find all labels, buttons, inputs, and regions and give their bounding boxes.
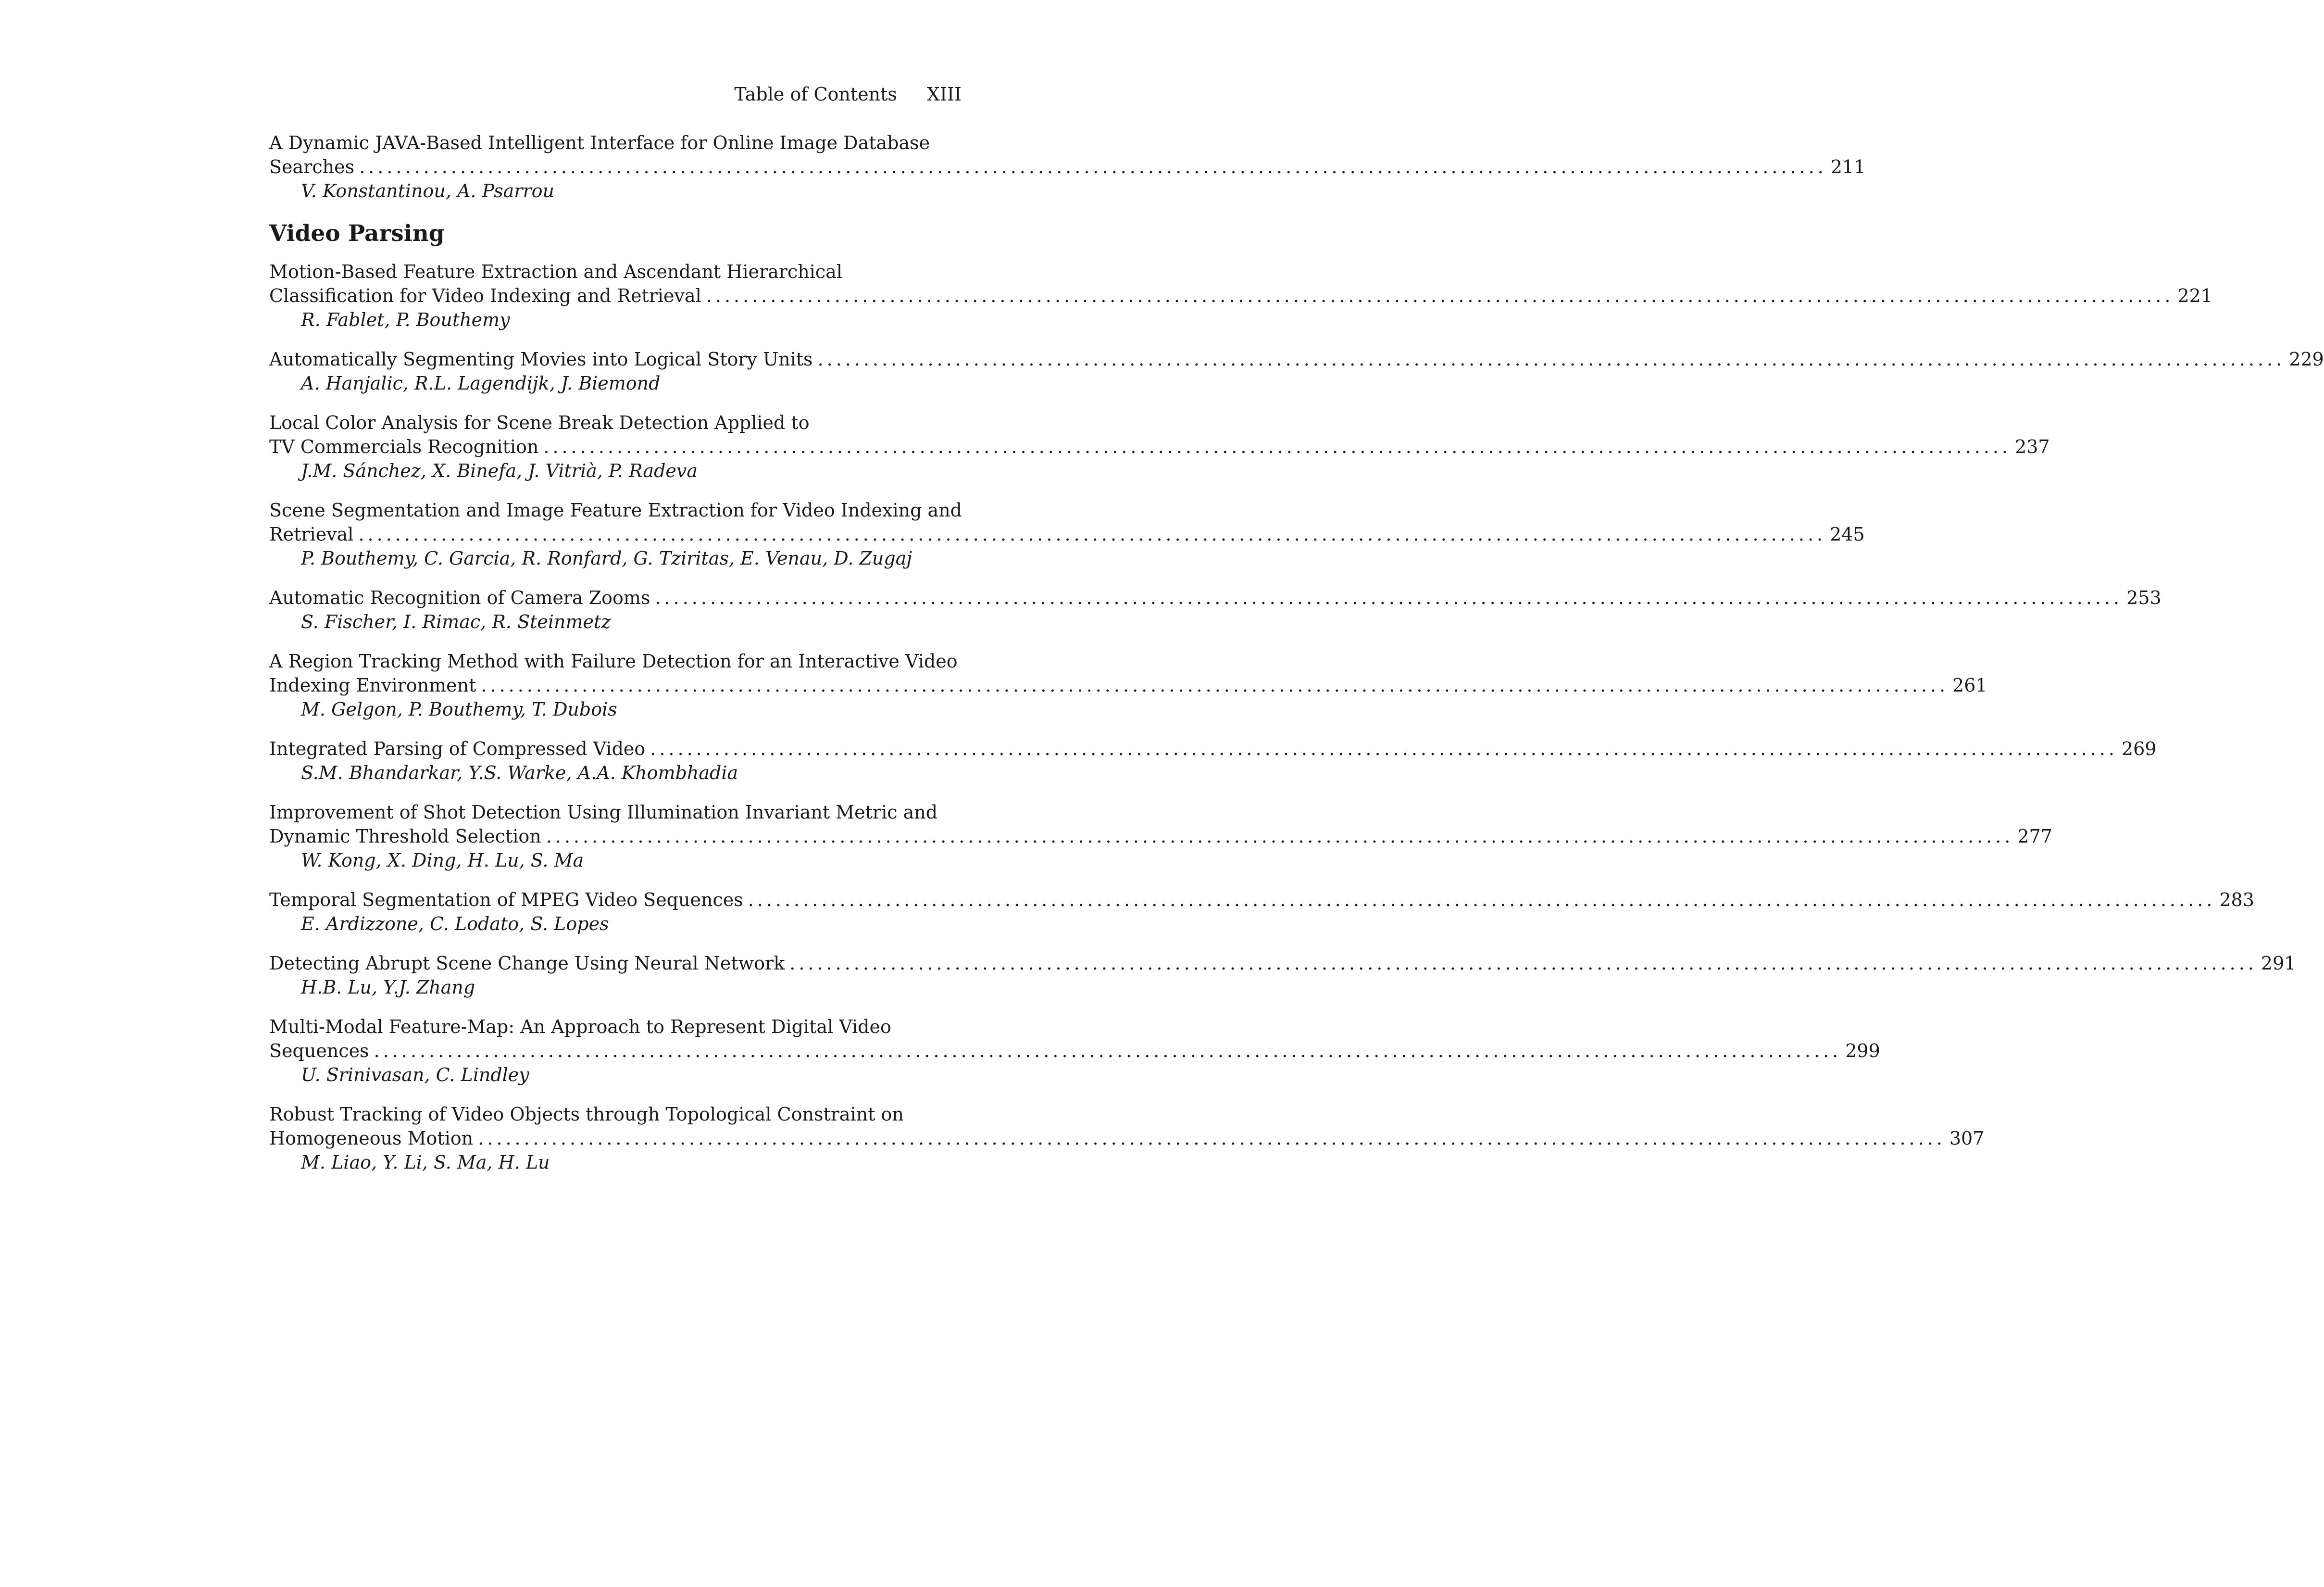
entry-authors: S. Fischer, I. Rimac, R. Steinmetz [301, 611, 611, 632]
toc-entry [269, 411, 2050, 483]
entry-authors: H.B. Lu, Y.J. Zhang [301, 977, 475, 998]
entry-title-last-line [269, 435, 2050, 459]
entry-page-number: 307 [1949, 1128, 1985, 1149]
toc-entry [269, 347, 2324, 395]
entry-title-line: Robust Tracking of Video Objects through Topological Constraint on [269, 1104, 904, 1125]
entry-title-line: A Region Tracking Method with Failure Detection for an Interactive Video [269, 651, 958, 672]
dot-leader: ................................................................................................................................................................ [359, 156, 1827, 177]
toc-entry [269, 737, 2157, 785]
entry-page-number: 245 [1830, 524, 1865, 545]
entry-page-number: 229 [2289, 349, 2324, 370]
running-head-page-number: XIII [926, 84, 962, 105]
entry-title-last-line [269, 284, 2212, 308]
toc-entry [269, 1015, 1880, 1087]
entry-title-line: Multi-Modal Feature-Map: An Approach to Represent Digital Video [269, 1016, 891, 1037]
entry-authors: M. Liao, Y. Li, S. Ma, H. Lu [301, 1152, 550, 1173]
dot-leader: ................................................................................................................................................................ [706, 285, 2174, 306]
entry-title-last-line [269, 737, 2157, 761]
entry-title-text: Automatically Segmenting Movies into Logical Story Units [269, 349, 813, 370]
toc-entry [269, 951, 2296, 999]
entry-page-number: 299 [1845, 1040, 1880, 1061]
entry-authors: P. Bouthemy, C. Garcia, R. Ronfard, G. Tziritas, E. Venau, D. Zugaj [301, 548, 912, 569]
dot-leader: ................................................................................................................................................................ [543, 436, 2012, 457]
entry-title-text: Searches [269, 156, 355, 177]
entry-title-last-line [269, 586, 2162, 610]
entry-authors: W. Kong, X. Ding, H. Lu, S. Ma [301, 850, 584, 871]
table-of-contents [269, 131, 2324, 1190]
entry-title-last-line [269, 888, 2254, 912]
entry-title-last-line [269, 951, 2296, 975]
entry-title-line: Motion-Based Feature Extraction and Ascendant Hierarchical [269, 261, 842, 282]
entry-title-last-line [269, 155, 1866, 179]
entry-authors: A. Hanjalic, R.L. Lagendijk, J. Biemond [301, 373, 661, 394]
entry-title-text: Indexing Environment [269, 675, 476, 696]
entry-authors: S.M. Bhandarkar, Y.S. Warke, A.A. Khombhadia [301, 762, 738, 783]
toc-entry [269, 1102, 1985, 1174]
entry-title-text: Automatic Recognition of Camera Zooms [269, 587, 650, 608]
entry-page-number: 253 [2126, 587, 2162, 608]
toc-entry [269, 586, 2162, 634]
entry-title-text: Detecting Abrupt Scene Change Using Neural Network [269, 953, 785, 974]
dot-leader: ................................................................................................................................................................ [358, 524, 1826, 545]
entry-title-line: Local Color Analysis for Scene Break Detection Applied to [269, 412, 810, 433]
running-head-title: Table of Contents [734, 84, 897, 105]
entry-authors: J.M. Sánchez, X. Binefa, J. Vitrià, P. Radeva [301, 460, 698, 481]
entry-list [269, 260, 2324, 1174]
entry-authors: V. Konstantinou, A. Psarrou [301, 180, 554, 202]
dot-leader: ................................................................................................................................................................ [789, 953, 2257, 974]
entry-title-text: TV Commercials Recognition [269, 436, 539, 457]
dot-leader: ................................................................................................................................................................ [748, 889, 2216, 910]
entry-title-last-line [269, 1039, 1880, 1063]
entry-title-last-line [269, 824, 2052, 848]
entry-title-last-line [269, 347, 2324, 371]
toc-entry [269, 498, 1865, 570]
toc-entry [269, 800, 2052, 872]
entry-title-text: Dynamic Threshold Selection [269, 826, 541, 847]
entry-authors: U. Srinivasan, C. Lindley [301, 1064, 529, 1085]
entry-title-line: Scene Segmentation and Image Feature Extraction for Video Indexing and [269, 500, 962, 521]
dot-leader: ................................................................................................................................................................ [650, 738, 2118, 759]
entry-page-number: 283 [2219, 889, 2254, 910]
dot-leader: ................................................................................................................................................................ [481, 675, 1949, 696]
running-head [269, 81, 962, 108]
toc-entry [269, 888, 2254, 936]
entry-title-text: Temporal Segmentation of MPEG Video Sequences [269, 889, 743, 910]
entry-title-text: Classification for Video Indexing and Retrieval [269, 285, 701, 306]
entry-title-text: Sequences [269, 1040, 369, 1061]
entry-title-last-line [269, 673, 1987, 697]
entry-page-number: 237 [2015, 436, 2050, 457]
toc-entry [269, 131, 1866, 203]
toc-entry [269, 649, 1987, 721]
entry-page-number: 269 [2121, 738, 2157, 759]
toc-entry [269, 260, 2212, 332]
entry-title-text: Integrated Parsing of Compressed Video [269, 738, 646, 759]
entry-title-last-line [269, 1126, 1985, 1150]
entry-title-last-line [269, 522, 1865, 546]
entry-page-number: 211 [1830, 156, 1866, 177]
entry-authors: R. Fablet, P. Bouthemy [301, 309, 510, 330]
entry-page-number: 261 [1952, 675, 1987, 696]
entry-page-number: 277 [2017, 826, 2052, 847]
entry-page-number: 291 [2261, 953, 2296, 974]
dot-leader: ................................................................................................................................................................ [817, 349, 2286, 370]
dot-leader: ................................................................................................................................................................ [478, 1128, 1946, 1149]
entry-title-line: Improvement of Shot Detection Using Illumination Invariant Metric and [269, 802, 938, 823]
dot-leader: ................................................................................................................................................................ [655, 587, 2123, 608]
entry-title-text: Retrieval [269, 524, 354, 545]
entry-authors: E. Ardizzone, C. Lodato, S. Lopes [301, 913, 609, 934]
section-heading: Video Parsing [269, 220, 445, 247]
entry-page-number: 221 [2177, 285, 2212, 306]
entry-title-line: A Dynamic JAVA-Based Intelligent Interface for Online Image Database [269, 132, 930, 153]
entry-authors: M. Gelgon, P. Bouthemy, T. Dubois [301, 699, 617, 720]
dot-leader: ................................................................................................................................................................ [374, 1040, 1842, 1061]
entry-title-text: Homogeneous Motion [269, 1128, 474, 1149]
dot-leader: ................................................................................................................................................................ [546, 826, 2014, 847]
